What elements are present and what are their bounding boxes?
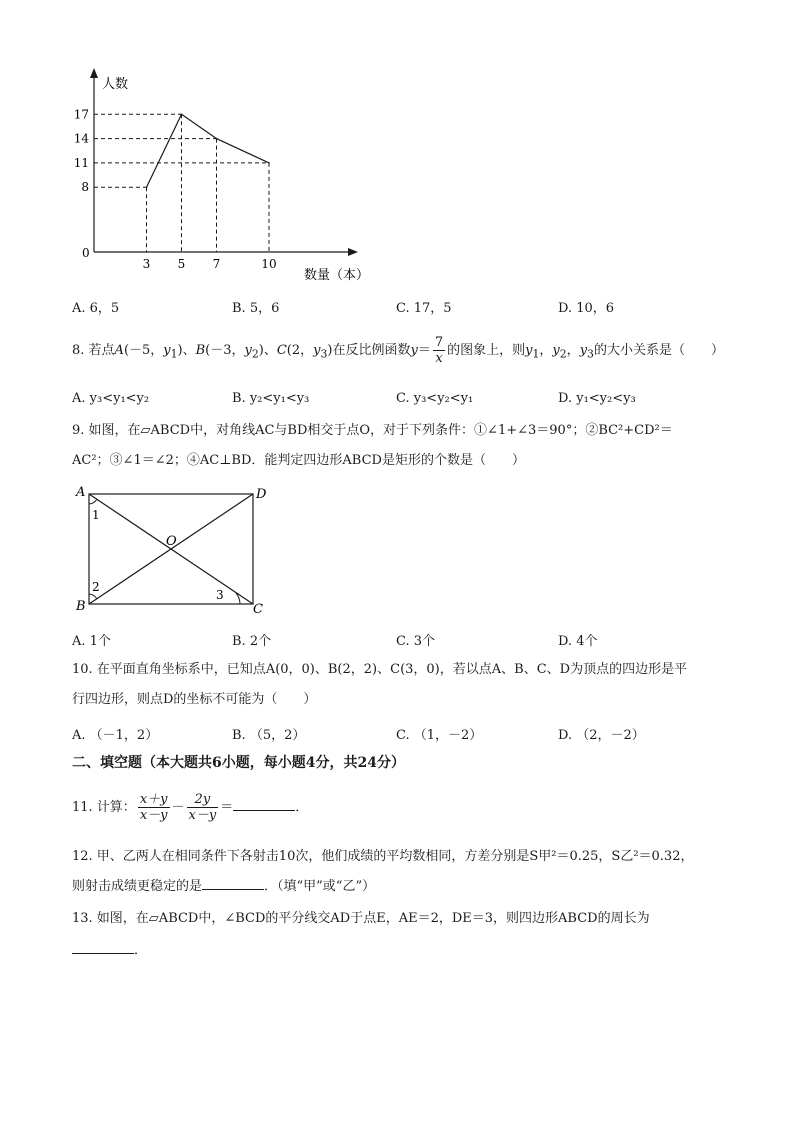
section-2-heading: 二、填空题（本大题共6小题，每小题4分，共24分） [72,755,405,771]
q13-answer-blank[interactable] [72,941,134,954]
x-axis-label: 数量（本） [304,268,370,283]
x-tick-label: 7 [212,257,221,271]
data-point [146,186,148,188]
question-11: 11. 计算： $\frac{x+y}{x-y}$ － $\frac{2y}{x-y}$ ＝ ． [72,792,309,823]
q7-option-c: C. 17，5 [396,301,452,316]
label-angle-2: 2 [92,580,100,594]
q7-option-b: B. 5，6 [232,301,280,316]
q10-option-b: B. （5，2） [232,728,306,743]
q12-text-a: 则射击成绩更稳定的是 [72,879,203,894]
q7-option-d: D. 10，6 [558,301,615,316]
q9-option-c: C. 3个 [396,634,436,649]
q13-end: ． [134,943,148,958]
data-point [216,138,218,140]
q8-text-c: 的图象上，则 [447,343,526,358]
q9-line-1: 9. 如图，在▱ABCD中，对角线AC与BD相交于点O，对于下列条件：①∠1+∠3＝90°；②BC²+CD²＝ [72,423,673,438]
y-tick-label: 14 [73,131,89,146]
label-b: B [76,599,86,614]
q8-text-d: 的大小关系是（ ） [593,343,724,358]
angle-2-arc [89,594,97,599]
q11-end: ． [295,800,309,815]
origin-label: 0 [82,246,90,260]
q10-option-d: D. （2，－2） [558,728,645,743]
q12-text-b: ．（填“甲”或“乙”） [264,879,376,894]
q12-answer-blank[interactable] [202,877,264,890]
q13-line-1: 13. 如图，在▱ABCD中，∠BCD的平分线交AD于点E，AE＝2，DE＝3，则四边形ABCD的周长为 [72,911,650,926]
q8-text-a: 8. 若点 [72,343,115,358]
y-tick-label: 11 [73,155,89,170]
q8-option-b: B. y₂<y₁<y₃ [232,391,310,406]
x-tick-label: 5 [177,257,186,271]
label-d: D [256,487,267,502]
q11-answer-blank[interactable] [233,798,295,811]
x-axis-arrow [348,248,358,256]
label-angle-3: 3 [216,588,224,602]
q9-option-b: B. 2个 [232,634,272,649]
q11-fraction-2: $\frac{2y}{x-y}$ [188,792,217,823]
q10-line-2: 行四边形，则点D的坐标不可能为（ ） [72,692,317,707]
q8-text-b: 在反比例函数 [332,343,411,358]
q10-option-c: C. （1，－2） [396,728,483,743]
q9-option-d: D. 4个 [558,634,598,649]
label-o: O [166,534,177,549]
y-axis-label: 人数 [102,77,129,92]
angle-1-arc [89,499,97,504]
rectangle-figure [70,482,280,622]
label-angle-1: 1 [92,508,100,522]
q10-line-1: 10. 在平面直角坐标系中，已知点A(0，0)、B(2，2)、C(3，0)，若以点A、B、C、D为顶点的四边形是平 [72,662,688,677]
q8-option-a: A. y₃<y₁<y₂ [72,391,150,406]
q13-line-2 [72,939,147,963]
y-tick-label: 17 [73,107,89,122]
q9-option-a: A. 1个 [72,634,111,649]
q11-prefix: 11. 计算： [72,800,136,815]
x-tick-label: 3 [142,257,151,271]
y-axis-arrow [90,68,98,78]
data-point [268,162,270,164]
q8-fraction: $\frac{7}{x}$ [434,335,444,366]
label-a: A [76,485,86,500]
x-tick-label: 10 [261,257,277,271]
q11-fraction-1: $\frac{x+y}{x-y}$ [139,792,168,823]
q12-line-1: 12. 甲、乙两人在相同条件下各射击10次，他们成绩的平均数相同，方差分别是S甲²＝0.25，S乙²＝0.32， [72,849,694,864]
y-tick-label: 8 [81,180,89,195]
q10-option-a: A. （－1，2） [72,728,159,743]
series-line [147,114,270,187]
q8-option-d: D. y₁<y₂<y₃ [558,391,636,406]
label-c: C [253,602,263,617]
line-chart [60,60,380,290]
q8-option-c: C. y₃<y₂<y₁ [396,391,474,406]
q12-line-2 [72,875,375,899]
question-8: 8. 若点A(－5，$y_1$)、B(－3，$y_2$)、C(2，$y_3$)在反比例函数y＝ $\frac{7}{x}$ 的图象上，则$y_1$，$y_2$，$y_3$的大小关系是（ ） [72,335,724,366]
q9-line-2: AC²；③∠1＝∠2；④AC⊥BD．能判定四边形ABCD是矩形的个数是（ ） [72,453,525,468]
q7-option-a: A. 6，5 [72,301,120,316]
data-point [181,114,183,116]
q11-equals: ＝ [220,800,234,815]
